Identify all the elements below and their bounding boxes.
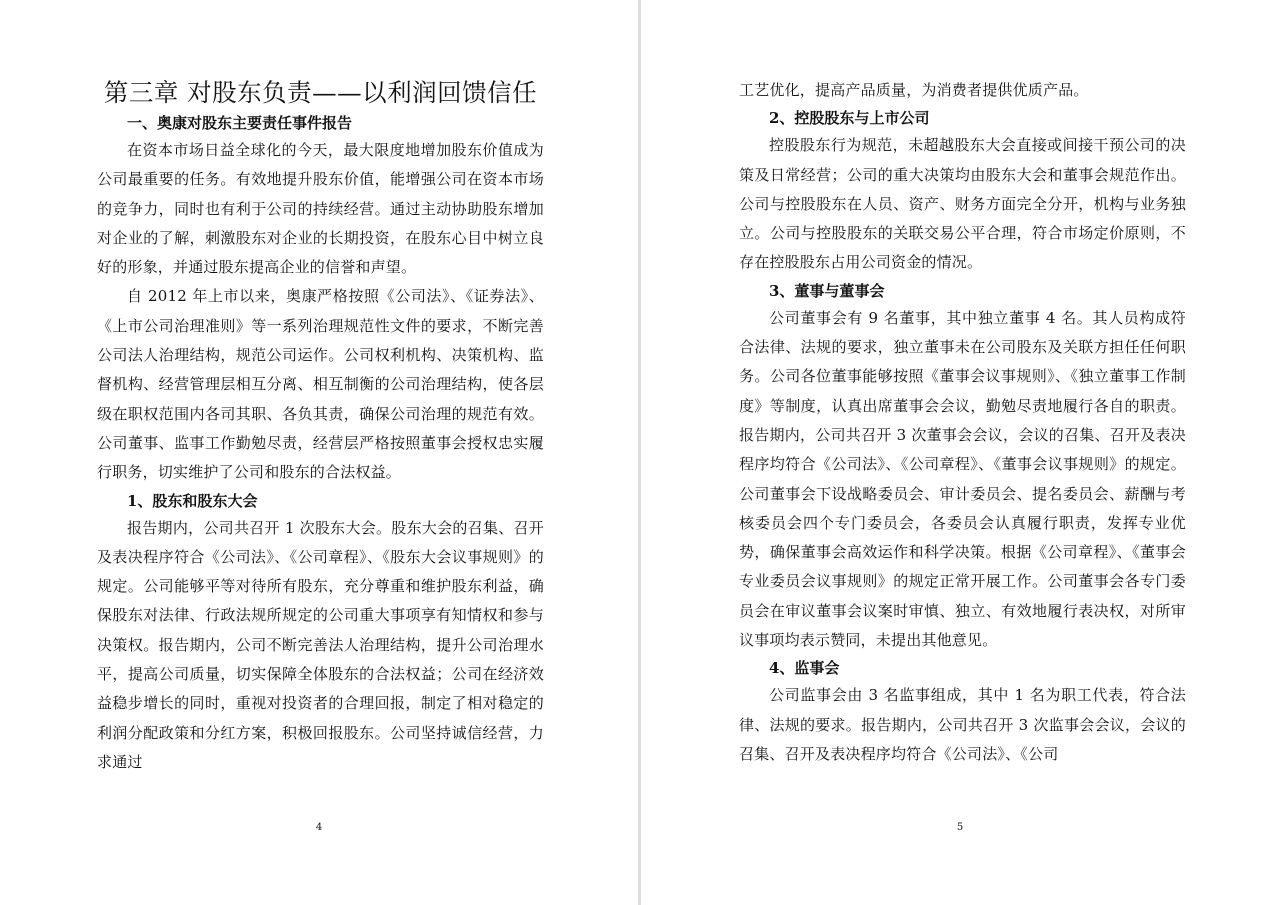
paragraph-supervisory-board: 公司监事会由 3 名监事组成，其中 1 名为职工代表，符合法律、法规的要求。报告期内，公司共召开 3 次监事会会议，会议的召集、召开及表决程序均符合《公司法》、《公司 xyxy=(739,686,1186,763)
left-page xyxy=(0,0,638,905)
page-number-left: 4 xyxy=(315,822,323,833)
paragraph-corporate-governance: 自 2012 年上市以来，奥康严格按照《公司法》、《证券法》、《上市公司治理准则》等一系列治理规范性文件的要求，不断完善公司法人治理结构，规范公司运作。公司权利机构、决策机构、监督机构、经营管理层相互分离、相互制衡的公司治理结构，使各层级在职权范围内各司其职、各负其责，确保公司治理的规范有效。公司董事、监事工作勤勉尽责，经营层严格按照董事会授权忠实履行职务，切实维护了公司和股东的合法权益。 xyxy=(97,287,544,482)
right-page-content xyxy=(739,76,1186,769)
section-heading-shareholders-meeting: 1、股东和股东大会 xyxy=(127,491,258,510)
paragraph-board-of-directors: 公司董事会有 9 名董事，其中独立董事 4 名。其人员构成符合法律、法规的要求，独立董事未在公司股东及关联方担任任何职务。公司各位董事能够按照《董事会议事规则》、《独立董事工作制度》等制度，认真出席董事会会议，勤勉尽责地履行各自的职责。报告期内，公司共召开 3 次董事会会议，会议的召集、召开及表决程序均符合《公司法》、《公司章程》、《董事会议事规则》的规定。公司董事会下设战略委员会、审计委员会、提名委员会、薪酬与考核委员会四个专门委员会，各委员会认真履行职责，发挥专业优势，确保董事会高效运作和科学决策。根据《公司章程》、《董事会专业委员会议事规则》的规定正常开展工作。公司董事会各专门委员会在审议董事会议案时审慎、独立、有效地履行表决权，对所审议事项均表示赞同，未提出其他意见。 xyxy=(739,308,1186,650)
left-page-content xyxy=(97,76,544,777)
right-page xyxy=(641,0,1280,905)
paragraph-shareholder-value: 在资本市场日益全球化的今天，最大限度地增加股东价值成为公司最重要的任务。有效地提升股东价值，能增强公司在资本市场的竞争力，同时也有利于公司的持续经营。通过主动协助股东增加对企业的了解，刺激股东对企业的长期投资，在股东心目中树立良好的形象，并通过股东提高企业的信誉和声望。 xyxy=(97,141,544,277)
section-heading-controlling-shareholder: 2、控股股东与上市公司 xyxy=(769,109,930,128)
chapter-title: 第三章 对股东负责——以利润回馈信任 xyxy=(103,78,538,107)
page-number-right: 5 xyxy=(956,822,964,833)
paragraph-shareholders-meeting: 报告期内，公司共召开 1 次股东大会。股东大会的召集、召开及表决程序符合《公司法》、《公司章程》、《股东大会议事规则》的规定。公司能够平等对待所有股东，充分尊重和维护股东利益，确保股东对法律、行政法规所规定的公司重大事项享有知情权和参与决策权。报告期内，公司不断完善法人治理结构，提升公司治理水平，提高公司质量，切实保障全体股东的合法权益；公司在经济效益稳步增长的同时，重视对投资者的合理回报，制定了相对稳定的利润分配政策和分红方案，积极回报股东。公司坚持诚信经营，力求通过 xyxy=(97,518,544,771)
paragraph-continuation: 工艺优化，提高产品质量，为消费者提供优质产品。 xyxy=(739,81,1089,99)
section-heading-board-of-directors: 3、董事与董事会 xyxy=(769,281,885,300)
section-heading-supervisory-board: 4、监事会 xyxy=(769,659,840,678)
section-heading-shareholder-report: 一、奥康对股东主要责任事件报告 xyxy=(127,114,353,132)
paragraph-controlling-shareholder: 控股股东行为规范，未超越股东大会直接或间接干预公司的决策及日常经营；公司的重大决策均由股东大会和董事会规范作出。公司与控股股东在人员、资产、财务方面完全分开，机构与业务独立。公司与控股股东的关联交易公平合理，符合市场定价原则，不存在控股股东占用公司资金的情况。 xyxy=(739,136,1186,272)
